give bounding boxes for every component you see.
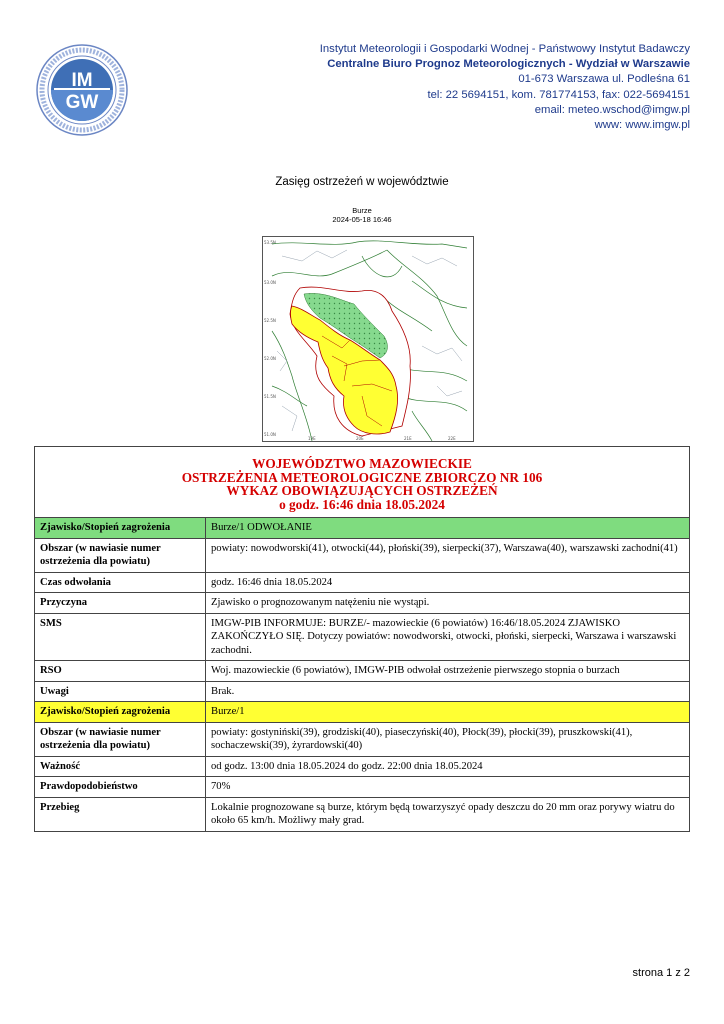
- row-label: Uwagi: [35, 681, 206, 702]
- table-row: [35, 518, 690, 539]
- row-label: Zjawisko/Stopień zagrożenia: [35, 702, 206, 723]
- table-row: [35, 797, 690, 831]
- table-row: [35, 572, 690, 593]
- list-title: WYKAZ OBOWIĄZUJĄCYCH OSTRZEŻEŃ: [226, 483, 498, 498]
- table-row: [35, 593, 690, 614]
- svg-text:52.5N: 52.5N: [264, 318, 276, 323]
- row-value: Lokalnie prognozowane są burze, którym będą towarzyszyć opady deszczu do 20 mm oraz porywy wiatru do około 65 km/h. Możliwy mały grad.: [206, 797, 690, 831]
- table-row: [35, 777, 690, 798]
- warnings-table: [34, 446, 690, 832]
- table-row: [35, 756, 690, 777]
- table-row: [35, 613, 690, 661]
- row-value: godz. 16:46 dnia 18.05.2024: [206, 572, 690, 593]
- issue-time: o godz. 16:46 dnia 18.05.2024: [279, 496, 445, 512]
- row-value: 70%: [206, 777, 690, 798]
- svg-text:51.5N: 51.5N: [264, 394, 276, 399]
- region-title: WOJEWÓDZTWO MAZOWIECKIE: [252, 456, 472, 471]
- row-label: Przebieg: [35, 797, 206, 831]
- email: email: meteo.wschod@imgw.pl: [534, 103, 690, 116]
- table-title: [35, 447, 690, 518]
- table-row: [35, 538, 690, 572]
- row-value: Woj. mazowieckie (6 powiatów), IMGW-PIB odwołał ostrzeżenie pierwszego stopnia o burzach: [206, 661, 690, 682]
- row-label: Zjawisko/Stopień zagrożenia: [35, 518, 206, 539]
- office-name: Centralne Biuro Prognoz Meteorologicznych - Wydział w Warszawie: [327, 58, 690, 71]
- svg-text:51.0N: 51.0N: [264, 432, 276, 437]
- row-value: IMGW-PIB INFORMUJE: BURZE/- mazowieckie (6 powiatów) 16:46/18.05.2024 ZJAWISKO ZAKOŃCZYŁO SIĘ. Dotyczy powiatów: nowodworski, otwocki, płoński, sierpecki, Warszawa i warszawski zachodni.: [206, 613, 690, 661]
- svg-text:52.0N: 52.0N: [264, 356, 276, 361]
- row-value: powiaty: gostyniński(39), grodziski(40), piaseczyński(40), Płock(39), płocki(39), pruszkowski(41), sochaczewski(39), żyrardowski(40): [206, 722, 690, 756]
- institute-header: [320, 42, 690, 133]
- row-value: Zjawisko o prognozowanym natężeniu nie wystąpi.: [206, 593, 690, 614]
- map-date: 2024-05-18 16:46: [332, 215, 392, 224]
- svg-text:20E: 20E: [356, 436, 364, 441]
- row-label: Czas odwołania: [35, 572, 206, 593]
- bulletin-title: OSTRZEŻENIA METEOROLOGICZNE ZBIORCZO NR 106: [181, 469, 543, 485]
- row-value: od godz. 13:00 dnia 18.05.2024 do godz. 22:00 dnia 18.05.2024: [206, 756, 690, 777]
- phone: tel: 22 5694151, kom. 781774153, fax: 022-5694151: [427, 88, 690, 101]
- svg-text:IM: IM: [71, 70, 93, 91]
- row-value: Burze/1: [206, 702, 690, 723]
- map-phenomenon: Burze: [352, 206, 372, 215]
- row-label: Obszar (w nawiasie numer ostrzeżenia dla powiatu): [35, 538, 206, 572]
- map-subtitle-block: [0, 206, 724, 224]
- institute-name: Instytut Meteorologii i Gospodarki Wodnej - Państwowy Instytut Badawczy: [319, 43, 690, 55]
- table-row: [35, 661, 690, 682]
- svg-text:19E: 19E: [308, 436, 316, 441]
- row-label: Obszar (w nawiasie numer ostrzeżenia dla powiatu): [35, 722, 206, 756]
- page-number: strona 1 z 2: [632, 967, 690, 979]
- warning-map: [262, 236, 474, 442]
- row-label: RSO: [35, 661, 206, 682]
- svg-text:21E: 21E: [404, 436, 412, 441]
- svg-text:53.5N: 53.5N: [264, 240, 276, 245]
- row-value: Burze/1 ODWOŁANIE: [206, 518, 690, 539]
- map-title: Zasięg ostrzeżeń w województwie: [275, 176, 449, 188]
- svg-text:22E: 22E: [448, 436, 456, 441]
- address: 01-673 Warszawa ul. Podleśna 61: [518, 73, 690, 86]
- row-label: Ważność: [35, 756, 206, 777]
- svg-text:53.0N: 53.0N: [264, 280, 276, 285]
- website: www: www.imgw.pl: [594, 119, 690, 132]
- imgw-logo: [36, 44, 128, 136]
- table-row: [35, 702, 690, 723]
- row-value: Brak.: [206, 681, 690, 702]
- row-label: Przyczyna: [35, 593, 206, 614]
- table-row: [35, 722, 690, 756]
- row-label: SMS: [35, 613, 206, 661]
- row-label: Prawdopodobieństwo: [35, 777, 206, 798]
- svg-text:GW: GW: [65, 92, 99, 113]
- row-value: powiaty: nowodworski(41), otwocki(44), płoński(39), sierpecki(37), Warszawa(40), warszawski zachodni(41): [206, 538, 690, 572]
- table-row: [35, 681, 690, 702]
